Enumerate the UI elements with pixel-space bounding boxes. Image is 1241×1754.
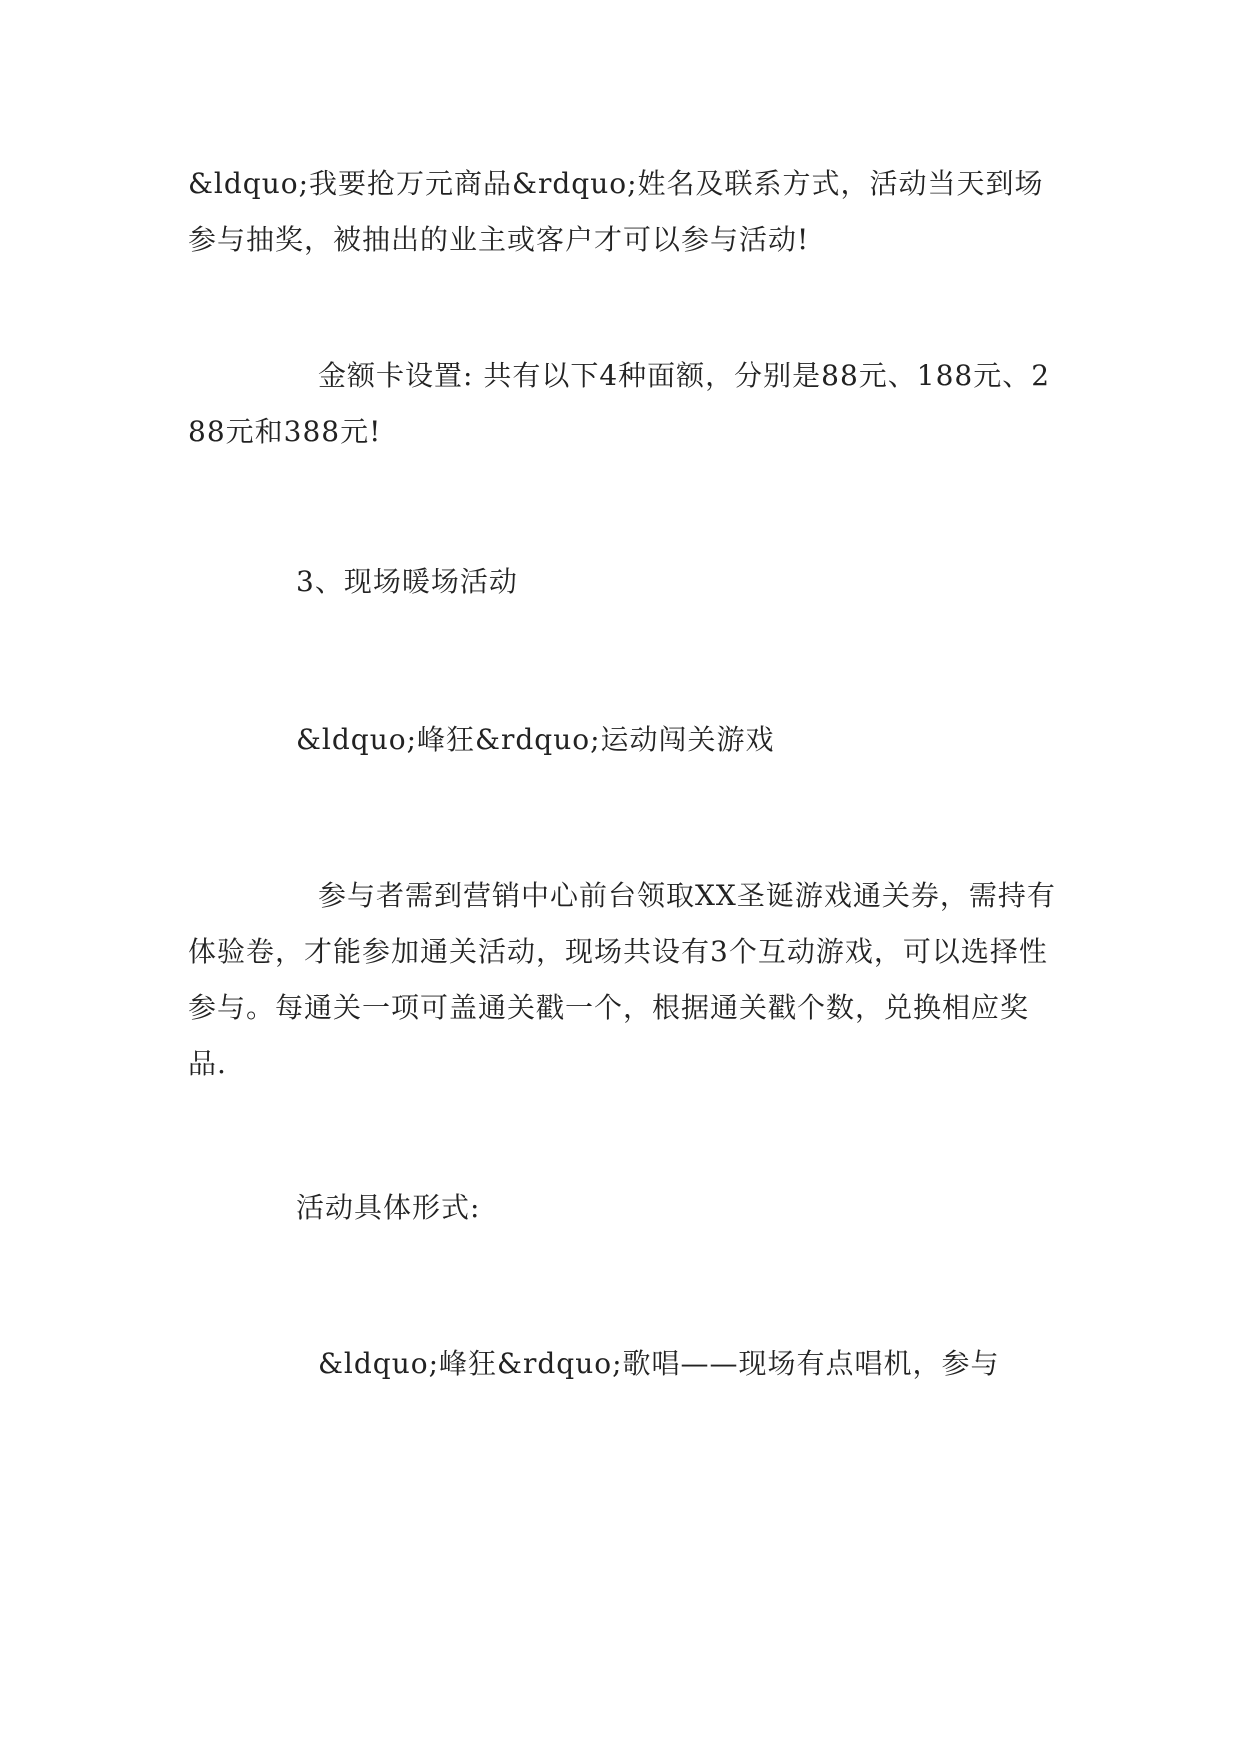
paragraph-card-amounts: 金额卡设置: 共有以下4种面额，分别是88元、188元、288元和388元!: [188, 359, 1051, 448]
heading-warmup-activity: 3、现场暖场活动: [296, 565, 518, 598]
paragraph-registration: &ldquo;我要抢万元商品&rdquo;姓名及联系方式，活动当天到场参与抽奖，被抽出的业主或客户才可以参与活动!: [188, 167, 1044, 256]
paragraph-singing: &ldquo;峰狂&rdquo;歌唱——现场有点唱机，参与: [318, 1347, 1000, 1380]
paragraph-game-rules: 参与者需到营销中心前台领取XX圣诞游戏通关券，需持有体验卷，才能参加通关活动，现场共设有3个互动游戏，可以选择性参与。每通关一项可盖通关戳一个，根据通关戳个数，兑换相应奖品.: [188, 879, 1056, 1080]
heading-activity-format: 活动具体形式:: [296, 1191, 481, 1224]
heading-game: &ldquo;峰狂&rdquo;运动闯关游戏: [296, 723, 775, 756]
